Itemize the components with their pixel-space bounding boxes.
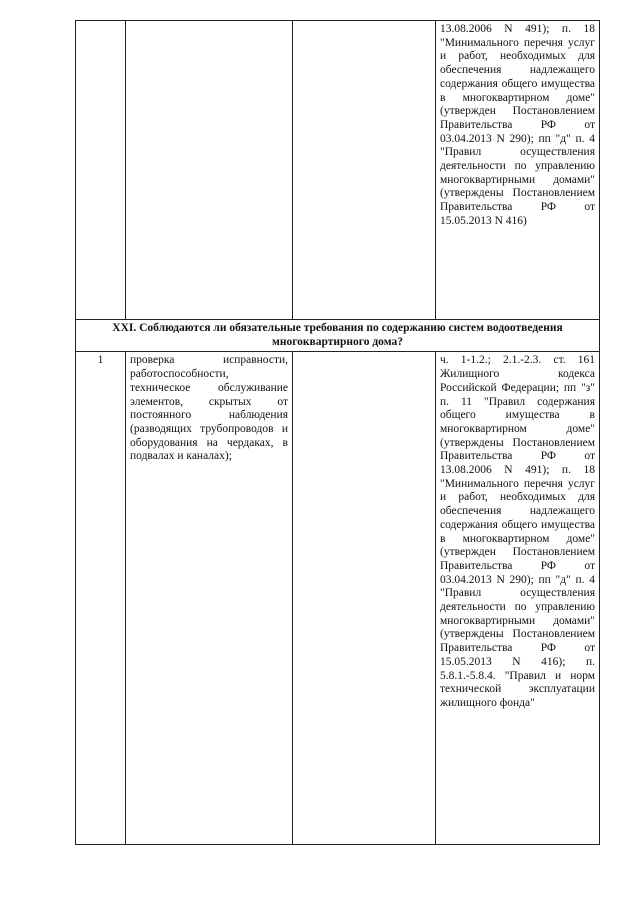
table-row: [76, 352, 600, 845]
row-number-cell: 1: [76, 352, 126, 845]
question-cell: [126, 21, 293, 320]
requirements-table: [75, 20, 600, 845]
answer-cell: [293, 352, 436, 845]
legal-reference-cell: 13.08.2006 N 491); п. 18 "Минимального перечня услуг и работ, необходимых для обеспечения надлежащего содержания общего имущества в многоквартирном доме" (утвержден Постановлением Правительства РФ от 03.04.2013 N 290); пп "д" п. 4 "Правил осуществления деятельности по управлению многоквартирными домами" (утверждены Постановлением Правительства РФ от 15.05.2013 N 416): [436, 21, 600, 320]
question-cell: проверка исправности, работоспособности, техническое обслуживание элементов, скрытых от постоянного наблюдения (разводящих трубопроводов и оборудования на чердаках, в подвалах и каналах);: [126, 352, 293, 845]
row-number-cell: [76, 21, 126, 320]
section-header-row: [76, 320, 600, 352]
legal-reference-cell: ч. 1-1.2.; 2.1.-2.3. ст. 161 Жилищного кодекса Российской Федерации; пп "з" п. 11 "Правил содержания общего имущества в многоквартирном доме" (утверждены Постановлением Правительства РФ от 13.08.2006 N 491); п. 18 "Минимального перечня услуг и работ, необходимых для обеспечения надлежащего содержания общего имущества в многоквартирном доме" (утвержден Постановлением Правительства РФ от 03.04.2013 N 290); пп "д" п. 4 "Правил осуществления деятельности по управлению многоквартирными домами" (утверждены Постановлением Правительства РФ от 15.05.2013 N 416); п. 5.8.1.-5.8.4. "Правил и норм технической эксплуатации жилищного фонда": [436, 352, 600, 845]
answer-cell: [293, 21, 436, 320]
section-title: XXI. Соблюдаются ли обязательные требования по содержанию систем водоотведения многоквартирного дома?: [76, 320, 600, 352]
table-row: [76, 21, 600, 320]
